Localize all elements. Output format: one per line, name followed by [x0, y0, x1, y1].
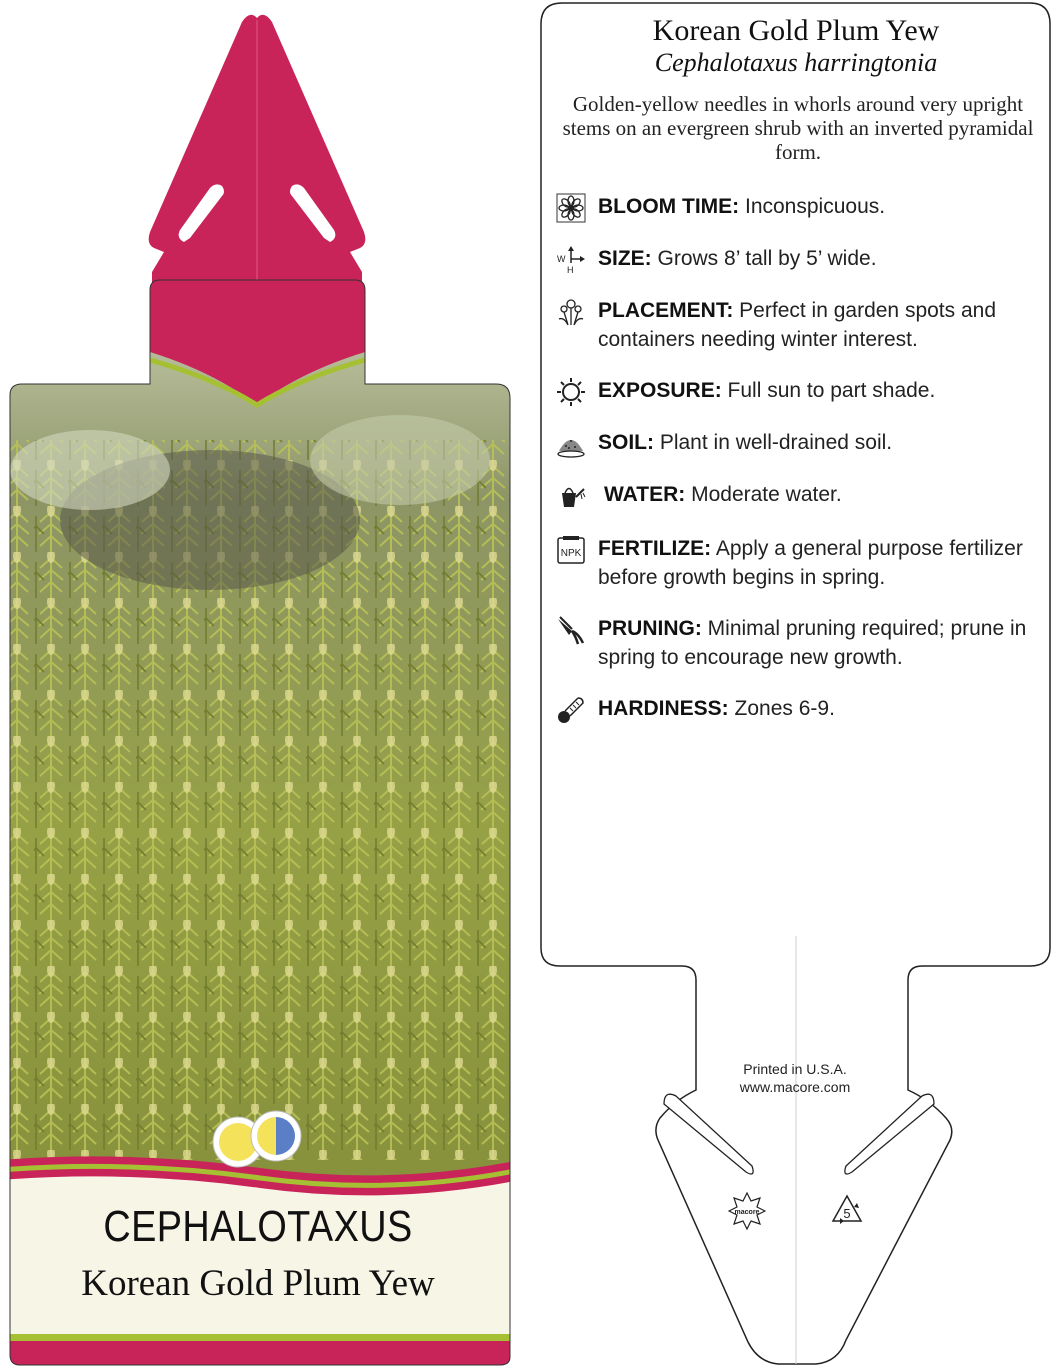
attribute-text — [598, 694, 1042, 723]
attribute-label: EXPOSURE: — [598, 379, 722, 402]
website-text: www.macore.com — [739, 1079, 851, 1095]
attribute-label: SOIL: — [598, 431, 654, 454]
attribute-label: WATER: — [604, 483, 686, 506]
flower-icon — [556, 193, 586, 223]
npk-fertilizer-icon — [556, 535, 586, 565]
macore-logo-icon — [728, 1192, 766, 1230]
back-title: Korean Gold Plum Yew — [652, 14, 940, 47]
scientific-name: Cephalotaxus harringtonia — [654, 48, 938, 77]
watering-can-icon — [556, 481, 586, 511]
attribute-label: SIZE: — [598, 247, 652, 270]
attribute-text — [598, 428, 1042, 457]
npk-label: NPK — [560, 548, 582, 559]
attribute-text — [598, 614, 1042, 672]
attribute-value: Grows 8’ tall by 5’ wide. — [651, 247, 877, 270]
attribute-value: Apply a general purpose fertilizer before growth begins in spring. — [598, 537, 1023, 589]
attribute-value: Minimal pruning required; prune in spring to encourage new growth. — [598, 617, 1027, 669]
macore-logo-text: macore — [734, 1209, 760, 1216]
attribute-value: Moderate water. — [685, 483, 842, 506]
attribute-value: Full sun to part shade. — [721, 379, 936, 402]
attribute-text — [598, 244, 1042, 273]
attribute-label: FERTILIZE: — [598, 537, 712, 560]
size-width-letter: W — [557, 254, 566, 264]
printed-in-text: Printed in U.S.A. — [743, 1061, 847, 1077]
pruning-shears-icon — [556, 615, 586, 645]
attribute-value: Zones 6-9. — [728, 697, 835, 720]
common-name: Korean Gold Plum Yew — [81, 1263, 435, 1304]
attribute-value: Perfect in garden spots and containers needing winter interest. — [598, 299, 997, 351]
recycle-icon — [830, 1194, 864, 1226]
sun-icon — [556, 377, 586, 407]
attribute-label: HARDINESS: — [598, 697, 729, 720]
attribute-text — [604, 480, 1048, 509]
size-arrows-icon — [556, 245, 586, 275]
attribute-text — [598, 192, 1042, 221]
attribute-text — [598, 534, 1042, 592]
recycle-number: 5 — [843, 1206, 851, 1221]
placement-flowers-icon — [556, 297, 586, 327]
thermometer-icon — [556, 695, 586, 725]
plant-description: Golden-yellow needles in whorls around very upright stems on an evergreen shrub with an inverted pyramidal form. — [562, 92, 1034, 164]
attribute-text — [598, 296, 1042, 354]
attribute-label: PRUNING: — [598, 617, 702, 640]
attribute-label: PLACEMENT: — [598, 299, 734, 322]
genus-name: CEPHALOTAXUS — [103, 1202, 413, 1251]
attribute-value: Plant in well-drained soil. — [654, 431, 893, 454]
soil-icon — [556, 429, 586, 459]
size-height-letter: H — [567, 265, 574, 275]
attribute-text — [598, 376, 1042, 405]
attribute-value: Inconspicuous. — [739, 195, 886, 218]
attribute-label: BLOOM TIME: — [598, 195, 740, 218]
